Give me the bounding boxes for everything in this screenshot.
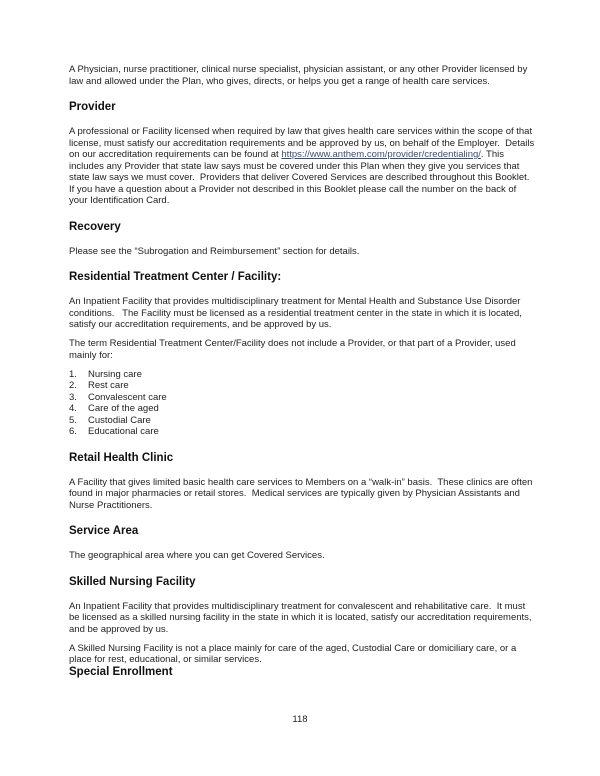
section-heading-residential-treatment: Residential Treatment Center / Facility: bbox=[69, 271, 282, 283]
list-item-label: Rest care bbox=[88, 380, 129, 391]
section-heading-recovery: Recovery bbox=[69, 220, 121, 233]
list-item bbox=[69, 415, 535, 427]
list-item bbox=[69, 380, 535, 392]
list-item bbox=[69, 369, 535, 381]
intro-paragraph: A Physician, nurse practitioner, clinical nurse specialist, physician assistant, or any other Provider licensed by law and allowed under the Plan, who gives, directs, or helps you get a range of health care services. bbox=[69, 64, 530, 87]
section-heading-retail-health-clinic: Retail Health Clinic bbox=[69, 451, 174, 464]
list-item-number: 4. bbox=[69, 403, 77, 414]
residential-paragraph-1: An Inpatient Facility that provides multidisciplinary treatment for Mental Health and Substance Use Disorder conditions. The Facility must be licensed as a residential treatment center in the state in which it is located, satisfy our accreditation requirements, and be approved by us. bbox=[69, 296, 525, 330]
list-item bbox=[69, 403, 535, 415]
provider-paragraph bbox=[69, 126, 535, 207]
list-item-label: Nursing care bbox=[88, 368, 142, 380]
section-heading-skilled-nursing: Skilled Nursing Facility bbox=[69, 575, 196, 588]
skilled-nursing-paragraph-1: An Inpatient Facility that provides multidisciplinary treatment for convalescent and rehabilitative care. It must be licensed as a skilled nursing facility in the state in which it is located, satisfy our accreditation requirements, and be approved by us. bbox=[69, 600, 535, 635]
list-item-label: Custodial Care bbox=[88, 414, 151, 426]
list-item-number: 3. bbox=[69, 391, 77, 403]
list-item-number: 2. bbox=[69, 380, 77, 391]
section-heading-special-enrollment: Special Enrollment bbox=[69, 665, 173, 678]
list-item-label: Convalescent care bbox=[88, 391, 167, 403]
list-item-number: 1. bbox=[69, 368, 77, 380]
list-item-number: 6. bbox=[69, 426, 77, 437]
page-number: 118 bbox=[292, 714, 308, 725]
retail-paragraph: A Facility that gives limited basic health care services to Members on a “walk-in” basis. These clinics are often found in major pharmacies or retail stores. Medical services are typically given by Physician Assistants and Nurse Practitioners. bbox=[69, 476, 536, 511]
document-content bbox=[69, 64, 535, 679]
list-item-label: Educational care bbox=[88, 426, 159, 437]
list-item bbox=[69, 426, 535, 438]
credentialing-link[interactable]: https://www.anthem.com/provider/credentialing/ bbox=[281, 149, 481, 160]
residential-paragraph-2: The term Residential Treatment Center/Facility does not include a Provider, or that part of a Provider, used mainly for: bbox=[69, 338, 519, 361]
service-area-paragraph: The geographical area where you can get Covered Services. bbox=[69, 550, 325, 561]
residential-exclusion-list bbox=[69, 369, 535, 438]
list-item-number: 5. bbox=[69, 414, 77, 426]
section-heading-provider: Provider bbox=[69, 101, 116, 113]
list-item bbox=[69, 392, 535, 404]
recovery-paragraph: Please see the “Subrogation and Reimbursement” section for details. bbox=[69, 245, 360, 257]
provider-text-before-link: A professional or Facility licensed when required by law that gives health care services within the scope of that license, must satisfy our accreditation requirements and be approved by us, on behalf of the Employer. Details on our accreditation requirements can be found at bbox=[69, 126, 537, 160]
skilled-nursing-paragraph-2: A Skilled Nursing Facility is not a place mainly for care of the aged, Custodial Care or domiciliary care, or a place for rest, educational, or similar services. bbox=[69, 642, 519, 665]
section-heading-service-area: Service Area bbox=[69, 525, 139, 537]
list-item-label: Care of the aged bbox=[88, 403, 159, 414]
provider-text-after-link: . This includes any Provider that state law says must be covered under this Plan when they give you services that state law says we must cover. Providers that deliver Covered Services are described throughout this Booklet. If you have a question about a Provider not described in this Booklet please call the number on the back of your Identification Card. bbox=[69, 149, 535, 206]
